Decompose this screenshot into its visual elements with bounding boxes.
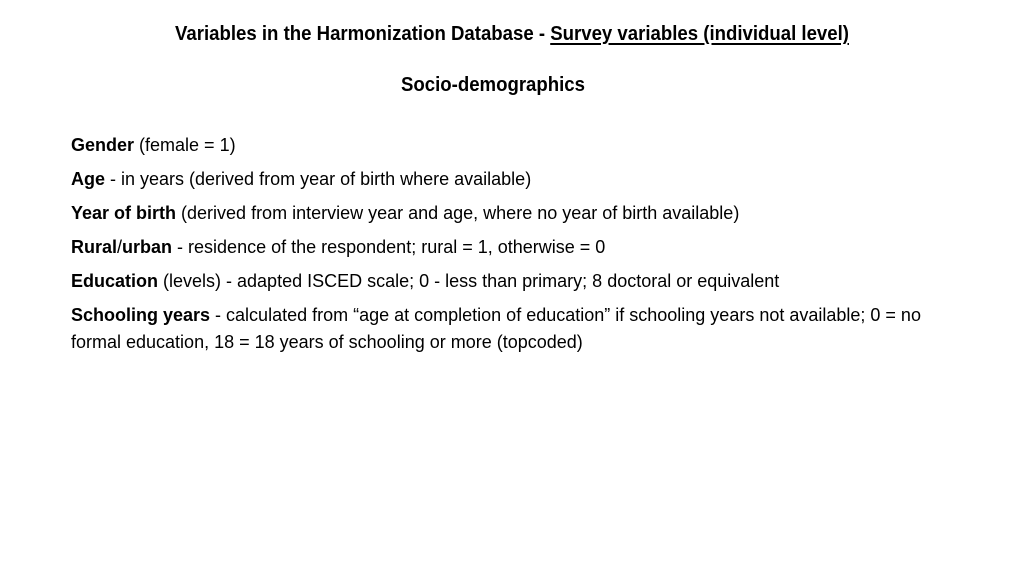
variable-description: (levels) - adapted ISCED scale; 0 - less than primary; 8 doctoral or equivalent — [158, 271, 780, 291]
section-heading: Socio-demographics — [401, 74, 585, 96]
list-item-education — [71, 268, 951, 295]
variable-name: Gender — [71, 135, 135, 155]
variable-description: - in years (derived from year of birth where available) — [105, 169, 532, 189]
list-item-age — [71, 166, 951, 193]
list-item-gender — [71, 132, 951, 159]
variable-description: - calculated from “age at completion of education” if schooling years not available; 0 = no formal education, 18 = 18 years of schooling or more (topcoded) — [71, 305, 921, 352]
variable-name-second: urban — [122, 237, 173, 257]
variable-name: Schooling years — [71, 305, 211, 325]
title-underlined: Survey variables (individual level) — [550, 23, 849, 45]
variable-description: (female = 1) — [134, 135, 236, 155]
list-item-schooling-years — [71, 302, 931, 356]
variable-list — [71, 132, 951, 363]
variable-name: Education — [71, 271, 159, 291]
list-item-year-of-birth — [71, 200, 951, 227]
variable-name: Year of birth — [71, 203, 177, 223]
title-prefix: Variables in the Harmonization Database - — [175, 23, 551, 45]
variable-description: (derived from interview year and age, where no year of birth available) — [176, 203, 740, 223]
variable-description: - residence of the respondent; rural = 1, otherwise = 0 — [172, 237, 606, 257]
slide-title — [36, 20, 988, 48]
variable-separator: / — [117, 237, 123, 257]
variable-name: Age — [71, 169, 106, 189]
list-item-rural-urban — [71, 234, 951, 261]
variable-name: Rural — [71, 237, 118, 257]
